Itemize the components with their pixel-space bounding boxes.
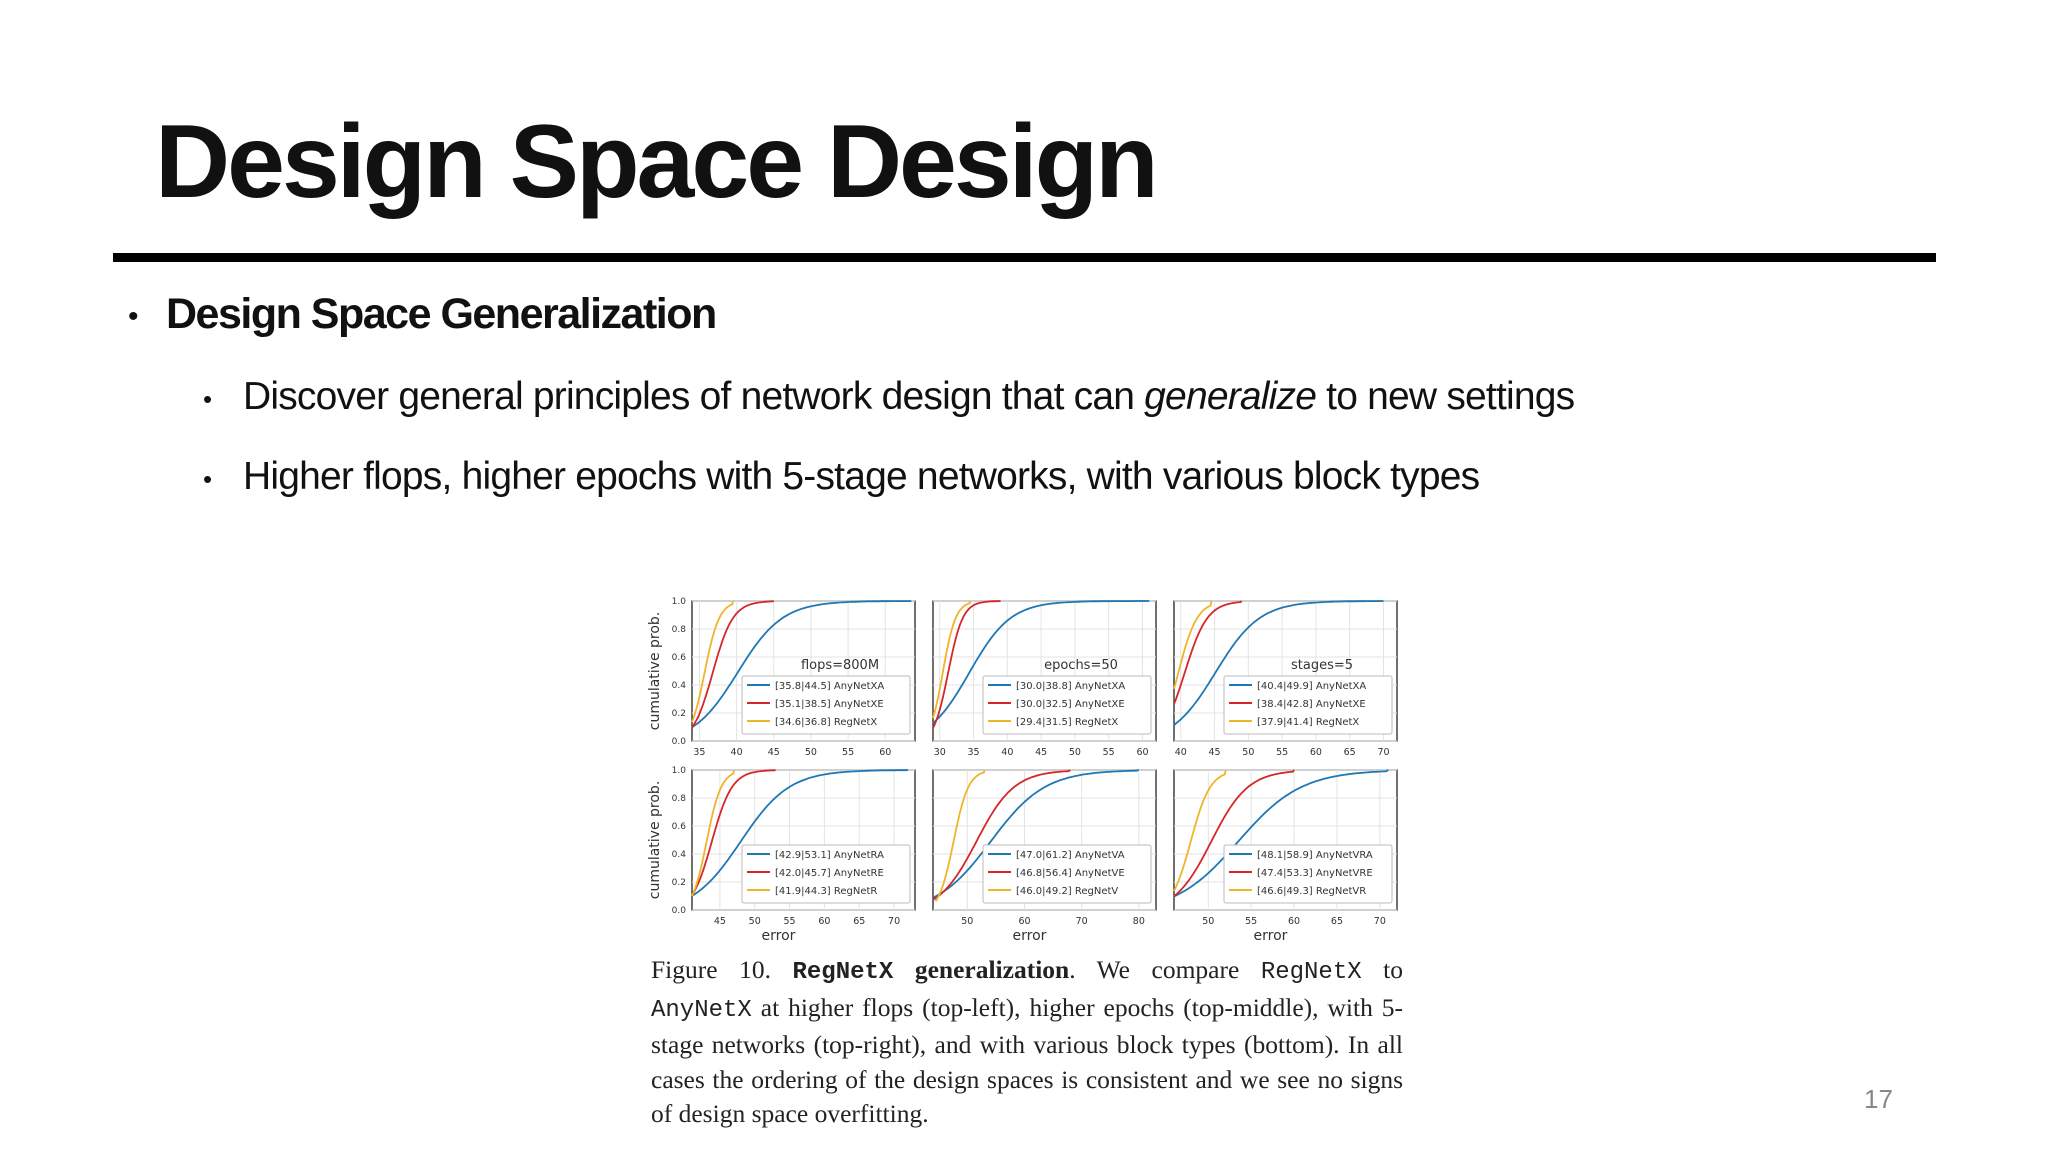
y-tick-label: 0.6 (671, 822, 686, 832)
caption-text: at higher flops (top-left), higher epochs (top-middle), with 5-stage networks (top-right), and with various block types (bottom). In all cases the ordering of the design spaces is consistent and we see no signs of design space overfitting. (651, 992, 1403, 1129)
panel-annotation: stages=5 (1290, 658, 1354, 673)
legend-label: [42.0|45.7] AnyNetRE (775, 868, 884, 879)
x-tick-label: 60 (879, 747, 892, 758)
figure-caption (651, 953, 1403, 1132)
x-tick-label: 60 (1018, 916, 1031, 927)
y-tick-label: 0.6 (671, 653, 686, 663)
x-tick-label: 45 (1035, 747, 1048, 758)
y-axis-label: cumulative prob. (647, 611, 663, 731)
x-tick-label: 55 (1102, 747, 1115, 758)
x-tick-label: 65 (853, 916, 866, 927)
y-tick-label: 0.2 (671, 878, 686, 888)
x-tick-label: 50 (748, 916, 761, 927)
x-tick-label: 40 (730, 747, 743, 758)
x-tick-label: 60 (1288, 916, 1301, 927)
bullet-design-space-generalization (128, 288, 716, 343)
y-tick-label: 0.8 (671, 625, 686, 635)
x-tick-label: 45 (1208, 747, 1221, 758)
caption-text: . We compare (1069, 955, 1261, 984)
bullet-dot-icon: • (203, 463, 212, 494)
x-axis-label: error (761, 928, 796, 944)
caption-mono: AnyNetX (651, 996, 752, 1024)
x-tick-label: 70 (1377, 747, 1390, 758)
panel-annotation: epochs=50 (1044, 658, 1118, 673)
legend-label: [37.9|41.4] RegNetX (1257, 717, 1360, 728)
x-tick-label: 35 (967, 747, 980, 758)
caption-title-rest: generalization (893, 955, 1070, 984)
legend-label: [40.4|49.9] AnyNetXA (1257, 681, 1367, 692)
y-tick-label: 1.0 (671, 766, 686, 776)
bullet-dot-icon: • (128, 299, 138, 333)
legend-label: [41.9|44.3] RegNetR (775, 886, 878, 897)
sub-bullet-settings (203, 452, 1479, 504)
x-tick-label: 65 (1330, 916, 1344, 927)
legend-label: [47.4|53.3] AnyNetVRE (1257, 868, 1373, 879)
x-tick-label: 40 (1001, 747, 1014, 758)
bullet-text: Design Space Generalization (166, 290, 716, 338)
x-tick-label: 70 (888, 916, 901, 927)
y-tick-label: 0.4 (671, 850, 686, 860)
sub-bullet-principles (203, 372, 1574, 424)
bullet-dot-icon: • (203, 383, 212, 414)
x-tick-label: 60 (1309, 747, 1322, 758)
page-number: 17 (1864, 1084, 1893, 1114)
x-tick-label: 50 (1202, 916, 1215, 927)
panel-annotation: flops=800M (800, 658, 880, 673)
x-tick-label: 50 (1068, 747, 1081, 758)
y-axis-label: cumulative prob. (647, 780, 663, 900)
x-tick-label: 50 (1242, 747, 1255, 758)
x-tick-label: 45 (713, 916, 726, 927)
title-divider (113, 253, 1936, 262)
sub-bullet-text-pre: Discover general principles of network design that can (243, 375, 1145, 418)
legend-label: [30.0|32.5] AnyNetXE (1016, 699, 1125, 710)
x-tick-label: 50 (961, 916, 974, 927)
x-tick-label: 55 (783, 916, 796, 927)
x-tick-label: 55 (1276, 747, 1289, 758)
y-tick-label: 0.2 (671, 709, 686, 719)
y-tick-label: 0.0 (671, 737, 686, 747)
legend-label: [29.4|31.5] RegNetX (1016, 717, 1119, 728)
x-tick-label: 35 (693, 747, 706, 758)
legend-label: [47.0|61.2] AnyNetVA (1016, 850, 1125, 861)
legend-label: [35.8|44.5] AnyNetXA (775, 681, 885, 692)
x-tick-label: 55 (842, 747, 855, 758)
legend-label: [46.0|49.2] RegNetV (1016, 886, 1119, 897)
caption-text: to (1361, 955, 1403, 984)
legend-label: [48.1|58.9] AnyNetVRA (1257, 850, 1373, 861)
x-tick-label: 60 (1136, 747, 1149, 758)
y-tick-label: 0.8 (671, 794, 686, 804)
x-axis-label: error (1012, 928, 1047, 944)
x-tick-label: 70 (1075, 916, 1088, 927)
x-tick-label: 40 (1174, 747, 1187, 758)
x-tick-label: 50 (804, 747, 817, 758)
legend-label: [42.9|53.1] AnyNetRA (775, 850, 884, 861)
caption-title-mono: RegNetX (792, 959, 894, 986)
x-tick-label: 45 (767, 747, 780, 758)
x-axis-label: error (1253, 928, 1288, 944)
slide-title: Design Space Design (155, 104, 1156, 220)
sub-bullet-text-post: to new settings (1316, 375, 1575, 418)
legend-label: [30.0|38.8] AnyNetXA (1016, 681, 1126, 692)
x-tick-label: 55 (1245, 916, 1258, 927)
y-tick-label: 0.4 (671, 681, 686, 691)
legend-label: [38.4|42.8] AnyNetXE (1257, 699, 1366, 710)
y-tick-label: 0.0 (671, 906, 686, 916)
sub-bullet-text: Higher flops, higher epochs with 5-stage networks, with various block types (243, 455, 1480, 498)
x-tick-label: 80 (1132, 916, 1145, 927)
legend-label: [46.6|49.3] RegNetVR (1257, 886, 1367, 897)
y-tick-label: 1.0 (671, 597, 686, 607)
legend-label: [35.1|38.5] AnyNetXE (775, 699, 884, 710)
sub-bullet-emphasis: generalize (1144, 375, 1317, 418)
x-tick-label: 60 (818, 916, 831, 927)
x-tick-label: 70 (1373, 916, 1386, 927)
x-tick-label: 65 (1343, 747, 1356, 758)
cdf-plots-grid (645, 592, 1405, 952)
x-tick-label: 30 (933, 747, 946, 758)
legend-label: [46.8|56.4] AnyNetVE (1016, 868, 1125, 879)
caption-mono: RegNetX (1260, 959, 1362, 986)
legend-label: [34.6|36.8] RegNetX (775, 717, 878, 728)
caption-label: Figure 10. (651, 955, 793, 984)
